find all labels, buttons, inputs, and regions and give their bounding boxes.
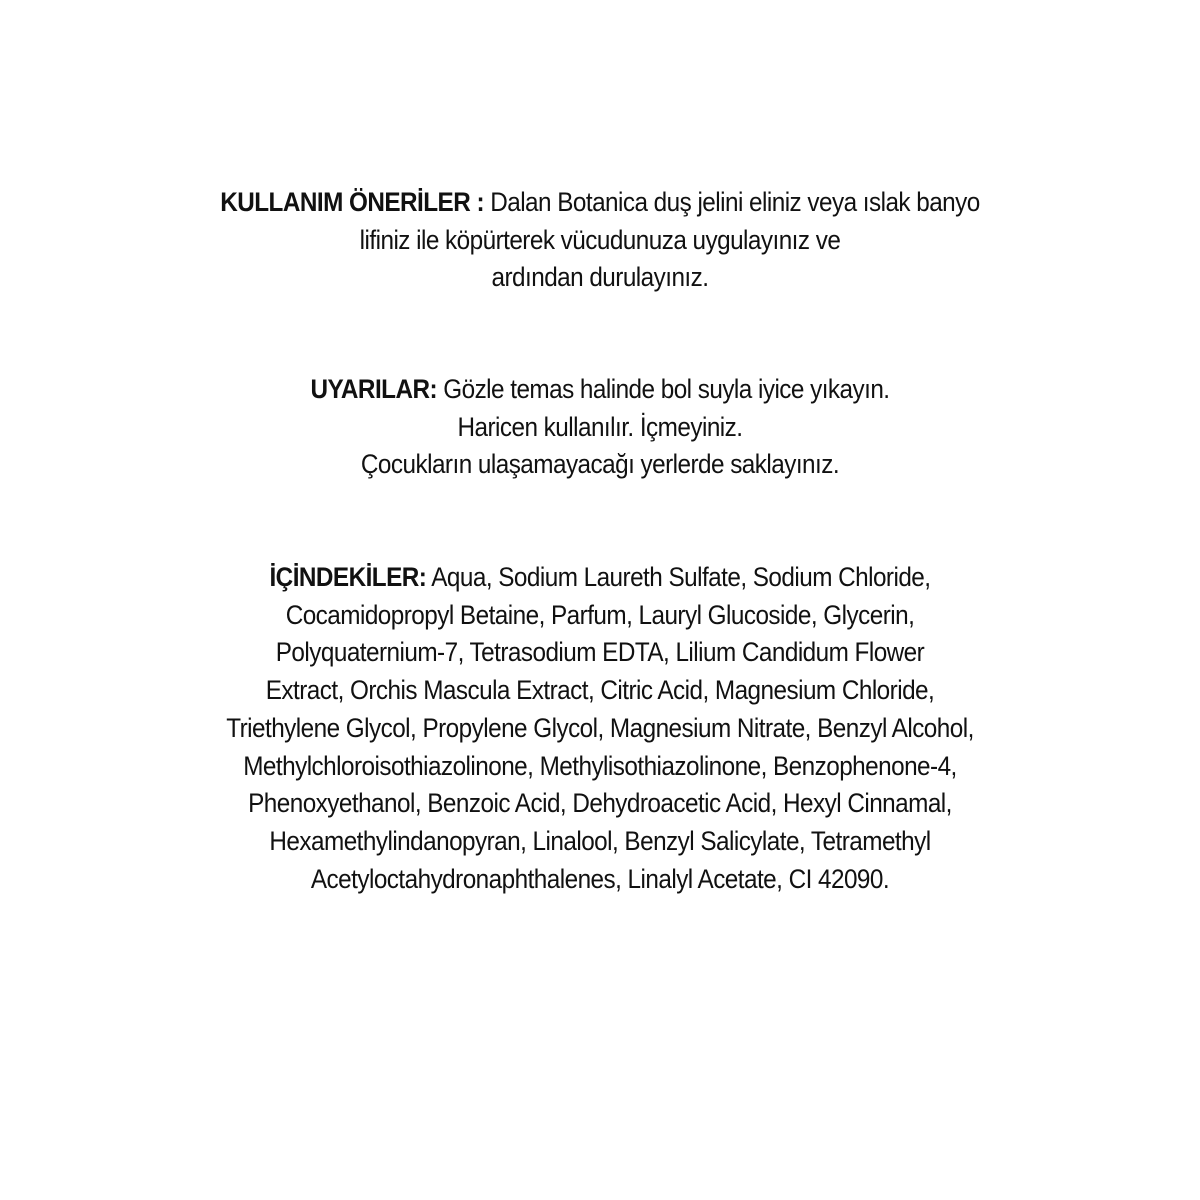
ingredients-line: Methylchloroisothiazolinone, Methylisothiazolinone, Benzophenone-4, [243,750,957,781]
warnings-label: UYARILAR: [310,374,438,404]
ingredients-line: Extract, Orchis Mascula Extract, Citric Acid, Magnesium Chloride, [265,675,935,706]
ingredients-line: Triethylene Glycol, Propylene Glycol, Magnesium Nitrate, Benzyl Alcohol, [226,712,974,743]
usage-line: lifiniz ile köpürterek vücudunuza uygulayınız ve [359,224,841,255]
ingredients-label: İÇİNDEKİLER: [269,562,427,592]
ingredients-line: Phenoxyethanol, Benzoic Acid, Dehydroacetic Acid, Hexyl Cinnamal, [248,788,952,819]
ingredients-line: Cocamidopropyl Betaine, Parfum, Lauryl Glucoside, Glycerin, [285,599,915,630]
usage-line [60,184,1140,222]
ingredients-line: Hexamethylindanopyran, Linalool, Benzyl Salicylate, Tetramethyl [269,825,931,856]
ingredients-text: Aqua, Sodium Laureth Sulfate, Sodium Chloride, [426,562,931,592]
usage-label: KULLANIM ÖNERİLER : [220,187,484,217]
warnings-text: Gözle temas halinde bol suyla iyice yıkayın. [437,374,890,404]
ingredients-line: Acetyloctahydronaphthalenes, Linalyl Acetate, CI 42090. [310,863,890,894]
warnings-line: Haricen kullanılır. İçmeyiniz. [457,411,743,442]
usage-text: Dalan Botanica duş jelini eliniz veya ıslak banyo [483,187,980,217]
ingredients-line [60,559,1140,597]
usage-section [60,184,1140,297]
warnings-section [60,371,1140,484]
ingredients-section [60,559,1140,898]
warnings-line [60,371,1140,409]
usage-line: ardından durulayınız. [491,262,709,293]
warnings-line: Çocukların ulaşamayacağı yerlerde saklayınız. [360,449,840,480]
ingredients-line: Polyquaternium-7, Tetrasodium EDTA, Lilium Candidum Flower [275,637,925,668]
